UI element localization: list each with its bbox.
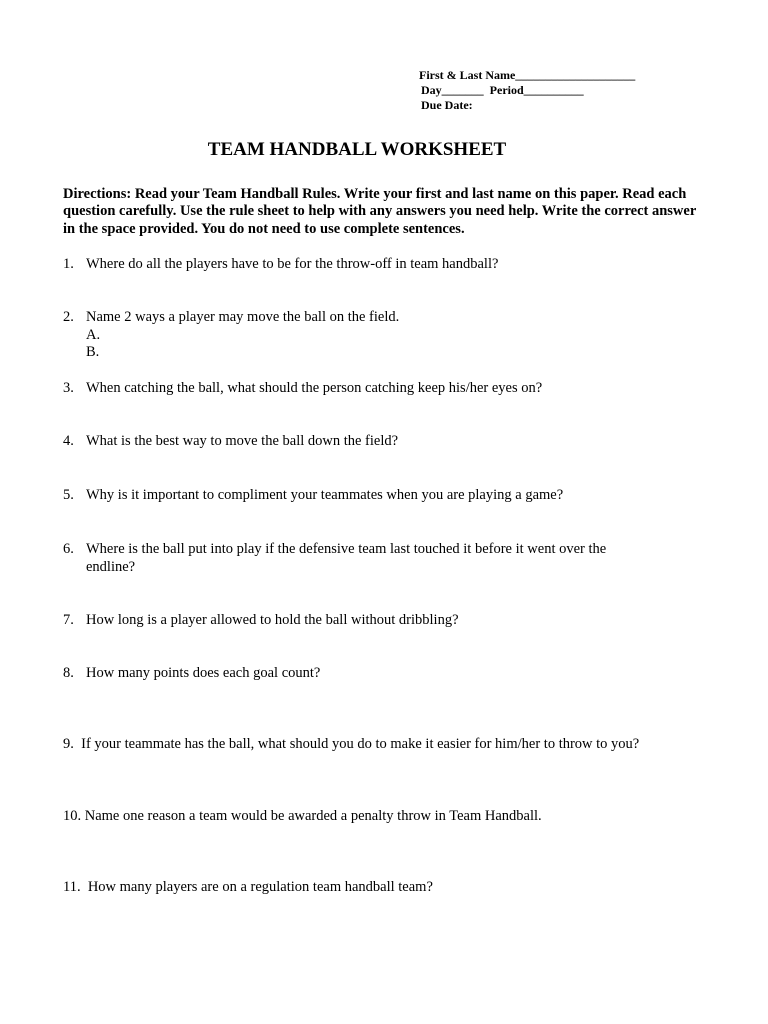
- student-info-header: [419, 68, 635, 113]
- question-text: Where is the ball put into play if the defensive team last touched it before it went over the endline?: [86, 541, 607, 575]
- worksheet-title: TEAM HANDBALL WORKSHEET: [207, 139, 507, 160]
- question-8: [63, 665, 703, 683]
- answer-label-a: A.: [86, 326, 101, 343]
- question-number: 7.: [63, 612, 74, 628]
- answer-label-b: B.: [86, 344, 100, 361]
- directions-paragraph: Directions: Read your Team Handball Rules. Write your first and last name on this paper. Read each question carefully. Use the rule sheet to help with any answers you need help. Write the correct answer in the space provided. You do not need to use complete sentences.: [63, 186, 696, 237]
- name-field-line: First & Last Name____________________: [419, 68, 636, 82]
- question-3: [63, 380, 703, 398]
- question-text: 11. How many players are on a regulation team handball team?: [63, 879, 433, 895]
- question-7: [63, 612, 703, 630]
- question-text: When catching the ball, what should the person catching keep his/her eyes on?: [86, 380, 543, 396]
- question-text: 10. Name one reason a team would be awarded a penalty throw in Team Handball.: [63, 808, 542, 824]
- due-date-field-line: Due Date:: [421, 98, 473, 112]
- question-number: 4.: [63, 433, 74, 449]
- question-text: Where do all the players have to be for the throw-off in team handball?: [86, 256, 499, 272]
- question-text: Why is it important to compliment your teammates when you are playing a game?: [86, 487, 564, 503]
- question-11: [63, 879, 703, 897]
- day-period-field-line: Day_______ Period__________: [421, 83, 584, 97]
- question-5: [63, 487, 703, 505]
- question-2: [63, 309, 703, 362]
- question-text: 9. If your teammate has the ball, what should you do to make it easier for him/her to throw to you?: [63, 736, 640, 752]
- question-text: What is the best way to move the ball down the field?: [86, 433, 399, 449]
- question-number: 5.: [63, 487, 74, 503]
- question-9: [63, 736, 703, 754]
- question-number: 1.: [63, 256, 74, 272]
- question-text: How many points does each goal count?: [86, 665, 321, 681]
- question-6: [63, 541, 703, 576]
- question-10: [63, 808, 703, 826]
- question-number: 6.: [63, 541, 74, 557]
- question-text: How long is a player allowed to hold the ball without dribbling?: [86, 612, 459, 628]
- question-number: 8.: [63, 665, 74, 681]
- question-4: [63, 433, 703, 451]
- question-number: 2.: [63, 309, 74, 325]
- question-1: [63, 256, 703, 274]
- question-number: 3.: [63, 380, 74, 396]
- question-text: Name 2 ways a player may move the ball on the field.: [86, 309, 400, 325]
